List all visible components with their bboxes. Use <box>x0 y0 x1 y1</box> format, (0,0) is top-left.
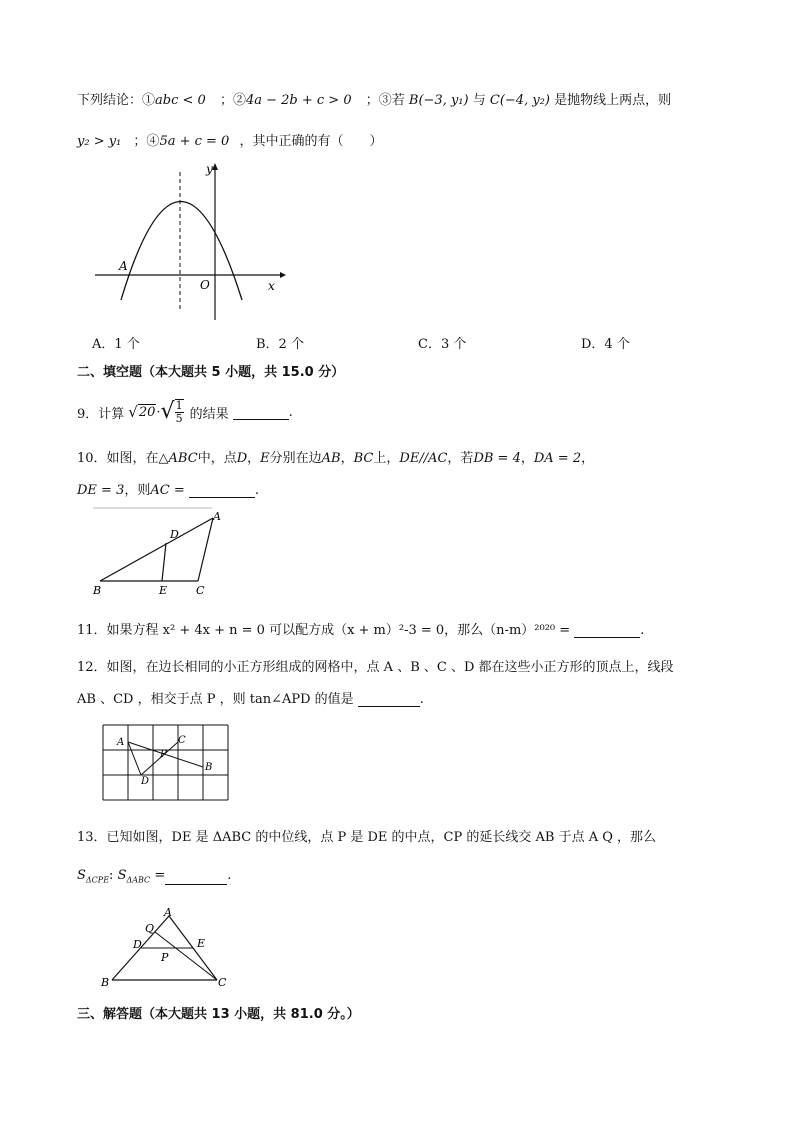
q8-c3-mark: ；③若 <box>365 93 405 108</box>
label-a: A <box>164 906 172 919</box>
q9-prefix: 9．计算 <box>77 406 125 422</box>
q11-end: . <box>640 623 645 638</box>
q13-s2: S <box>117 868 127 883</box>
q10-t12: ，若 <box>447 451 474 466</box>
y-label: y <box>206 162 213 176</box>
q10-side-ab: AB <box>321 451 341 466</box>
q12-answer-blank[interactable] <box>358 692 420 707</box>
q8-c3-tail: 是抛物线上两点，则 <box>554 93 672 108</box>
q13-colon: : <box>109 868 114 883</box>
q10-line2 <box>77 479 259 498</box>
q10-da: DA = 2 <box>533 451 582 466</box>
q8-c1-mark: ① <box>142 93 156 108</box>
label-a: A <box>213 510 221 523</box>
label-e: E <box>159 584 168 597</box>
x-label: x <box>268 279 275 293</box>
section2-heading: 二、填空题（本大题共 5 小题，共 15.0 分） <box>77 365 345 380</box>
q10-line1 <box>77 447 594 466</box>
q13-line1: 13．已知如图，DE 是 ΔABC 的中位线，点 P 是 DE 的中点，CP 的延长线交 AB 于点 A Q ，那么 <box>77 830 657 845</box>
q10-de: DE = 3 <box>77 483 125 498</box>
q9-line <box>77 396 293 428</box>
q8-line2-tail: ，其中正确的有（ ） <box>239 134 383 149</box>
label-e: E <box>197 937 206 950</box>
q10-t2: 中，点 <box>197 451 237 466</box>
label-p: P <box>160 749 167 760</box>
q8-line2 <box>77 130 382 149</box>
side-ac <box>198 518 213 581</box>
q10-t0: 10．如图，在 <box>77 451 159 466</box>
label-c: C <box>218 976 227 989</box>
q10-t14: ， <box>520 451 534 466</box>
section3-heading: 三、解答题（本大题共 13 小题，共 81.0 分。） <box>77 1007 360 1022</box>
q9-sqrt-frac: √ $\frac{1}{5}$ <box>160 399 183 425</box>
q12-grid-figure <box>98 720 233 806</box>
segment-ad <box>128 742 141 775</box>
q11-answer-blank[interactable] <box>574 623 640 638</box>
q13-s1-sub: ΔCPE <box>85 875 110 885</box>
q11-line <box>77 619 644 638</box>
q10-t8: ， <box>340 451 354 466</box>
q10-triangle-figure <box>88 506 228 598</box>
q8-point-b: B(−3, y₁) <box>408 93 469 108</box>
q8-c3-mid: 与 <box>472 93 486 108</box>
label-p: P <box>161 951 169 964</box>
q9-sqrt-arg: 20 <box>138 405 156 420</box>
q9-dot: · <box>156 404 161 420</box>
parabola-curve <box>121 202 242 301</box>
side-ab <box>100 518 213 581</box>
q9-end: . <box>288 404 293 420</box>
q13-eq: = <box>154 868 166 883</box>
q10-point-e: E <box>260 451 270 466</box>
y-axis-arrow <box>212 163 218 170</box>
label-b: B <box>205 762 213 773</box>
point-a-label: A <box>119 259 128 273</box>
q10-side-bc: BC <box>353 451 374 466</box>
q8-option-d[interactable]: D．4 个 <box>581 337 630 352</box>
q8-line1 <box>77 89 671 108</box>
q10-t6: 分别在边 <box>269 451 322 466</box>
q8-c2-mark: ；② <box>219 93 246 108</box>
q12-line2-text: AB 、CD ，相交于点 P ，则 tan∠APD 的值是 <box>77 692 354 707</box>
label-c: C <box>196 584 205 597</box>
q8-c1-expr: abc < 0 <box>155 93 206 108</box>
segment-de <box>162 543 166 581</box>
q12-line2 <box>77 688 424 707</box>
label-d: D <box>141 776 150 787</box>
q8-option-a[interactable]: A．1 个 <box>92 337 140 352</box>
q9-sqrt-20: √ 20 <box>128 403 156 421</box>
q10-t4: ， <box>247 451 261 466</box>
q10-t10: 上， <box>373 451 400 466</box>
q10-point-d: D <box>236 451 248 466</box>
q10-ac: AC = <box>150 483 185 498</box>
q12-end: . <box>419 692 424 707</box>
q8-option-b[interactable]: B．2 个 <box>256 337 304 352</box>
q8-c4-mark: ；④ <box>133 134 160 149</box>
q13-s1: S <box>77 868 86 883</box>
q11-text: 11．如果方程 x² + 4x + n = 0 可以配方成（x + m）²-3 = 0，那么（n-m）²⁰²⁰ = <box>77 623 571 638</box>
q10-end: . <box>254 483 260 498</box>
q8-prefix: 下列结论： <box>77 93 143 108</box>
q8-option-c[interactable]: C．3 个 <box>418 337 467 352</box>
label-b: B <box>93 584 102 597</box>
q8-line2-expr: y₂ > y₁ <box>77 134 122 149</box>
q8-parabola-graph <box>90 158 290 326</box>
x-axis-arrow <box>280 272 286 278</box>
q9-answer-blank[interactable] <box>233 405 289 420</box>
label-d: D <box>170 528 179 541</box>
label-q: Q <box>145 922 155 935</box>
q13-line2 <box>77 868 231 885</box>
label-d: D <box>133 938 142 951</box>
q13-triangle-figure <box>97 904 232 990</box>
q9-frac-den: 5 <box>175 412 183 425</box>
q8-c4-expr: 5a + c = 0 <box>159 134 230 149</box>
q10-parallel: DE//AC <box>399 451 448 466</box>
q10-t16: ， <box>581 451 595 466</box>
label-b: B <box>101 976 110 989</box>
label-a: A <box>117 737 125 748</box>
q13-end: . <box>227 868 232 883</box>
q13-s2-sub: ΔABC <box>126 875 151 885</box>
q10-triangle-abc: △ABC <box>158 451 198 466</box>
q10-mid: ，则 <box>124 483 151 498</box>
origin-label: O <box>200 278 210 292</box>
q8-c2-expr: 4a − 2b + c > 0 <box>245 93 352 108</box>
q13-answer-blank[interactable] <box>165 870 227 885</box>
q8-point-c: C(−4, y₂) <box>489 93 550 108</box>
q10-db: DB = 4 <box>473 451 521 466</box>
q9-tail: 的结果 <box>189 406 229 422</box>
q10-answer-blank[interactable] <box>189 483 255 498</box>
label-c: C <box>178 735 186 746</box>
q12-line1: 12．如图，在边长相同的小正方形组成的网格中，点 A 、B 、C 、D 都在这些小正方形的顶点上，线段 <box>77 660 674 675</box>
q9-frac-num: 1 <box>175 399 183 412</box>
